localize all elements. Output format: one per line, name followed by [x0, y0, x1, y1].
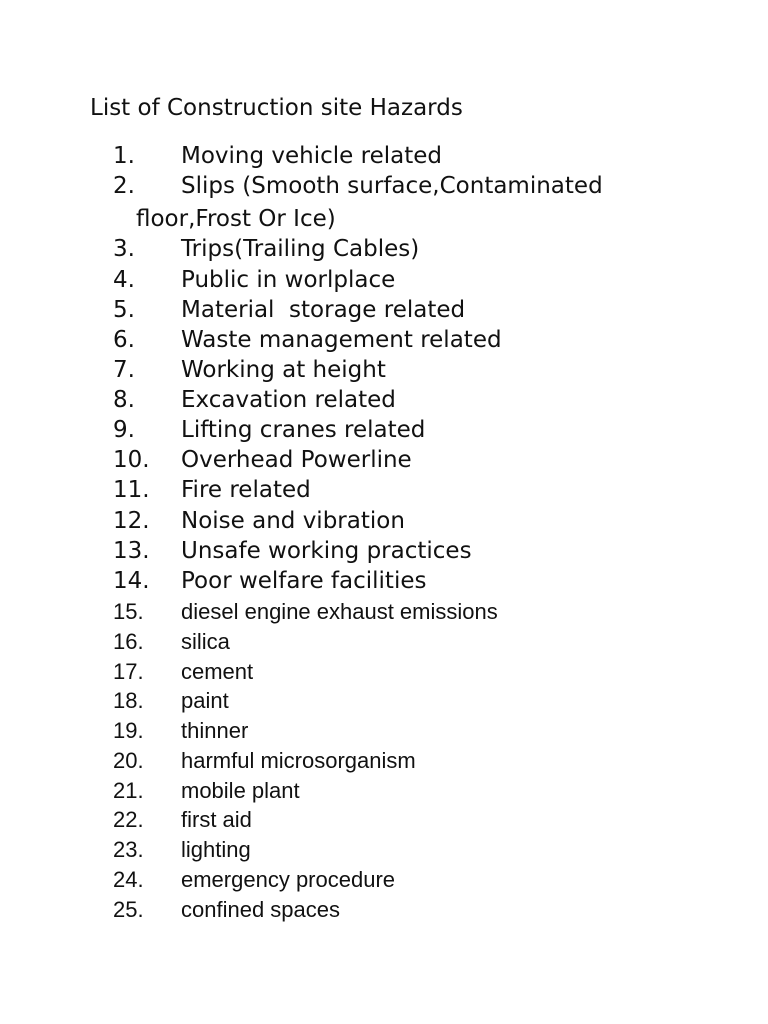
item-number: 22. — [113, 807, 144, 832]
item-text: Trips(Trailing Cables) — [181, 236, 420, 262]
item-text: Lifting cranes related — [181, 417, 426, 443]
item-number: 17. — [113, 659, 144, 684]
item-number: 21. — [113, 778, 144, 803]
item-text: Noise and vibration — [181, 508, 405, 534]
item-number: 13. — [113, 538, 150, 564]
item-number: 8. — [113, 387, 135, 413]
item-text: Overhead Powerline — [181, 447, 412, 473]
item-number: 11. — [113, 477, 150, 503]
item-text: Excavation related — [181, 387, 396, 413]
item-text: thinner — [181, 718, 249, 743]
item-text: Working at height — [181, 357, 386, 383]
item-text-continuation: floor,Frost Or Ice) — [136, 206, 336, 232]
item-number: 16. — [113, 629, 144, 654]
item-number: 20. — [113, 748, 144, 773]
item-text: emergency procedure — [181, 867, 396, 892]
item-number: 25. — [113, 897, 144, 922]
item-text: Material storage related — [181, 297, 466, 323]
item-number: 5. — [113, 297, 135, 323]
item-text: first aid — [181, 807, 252, 832]
item-text: paint — [181, 688, 229, 713]
item-number: 3. — [113, 236, 135, 262]
item-text: Moving vehicle related — [181, 143, 442, 169]
item-number: 4. — [113, 267, 135, 293]
item-number: 23. — [113, 837, 144, 862]
item-number: 14. — [113, 568, 150, 594]
item-text: confined spaces — [181, 897, 340, 922]
item-number: 24. — [113, 867, 144, 892]
item-number: 1. — [113, 143, 135, 169]
item-number: 18. — [113, 688, 144, 713]
item-text: lighting — [181, 837, 251, 862]
item-text: diesel engine exhaust emissions — [181, 599, 498, 624]
item-text: Public in worlplace — [181, 267, 396, 293]
document-title: List of Construction site Hazards — [90, 95, 463, 121]
item-text: cement — [181, 659, 254, 684]
item-number: 12. — [113, 508, 150, 534]
item-text: harmful microsorganism — [181, 748, 416, 773]
item-text: Fire related — [181, 477, 311, 503]
item-number: 9. — [113, 417, 135, 443]
item-number: 15. — [113, 599, 144, 624]
item-number: 7. — [113, 357, 135, 383]
item-text: Poor welfare facilities — [181, 568, 427, 594]
item-number: 6. — [113, 327, 135, 353]
item-number: 2. — [113, 173, 135, 199]
item-number: 19. — [113, 718, 144, 743]
item-number: 10. — [113, 447, 150, 473]
item-text: mobile plant — [181, 778, 300, 803]
item-text: Slips (Smooth surface,Contaminated — [181, 173, 603, 199]
item-text: Unsafe working practices — [181, 538, 472, 564]
item-text: Waste management related — [181, 327, 502, 353]
item-text: silica — [181, 629, 230, 654]
